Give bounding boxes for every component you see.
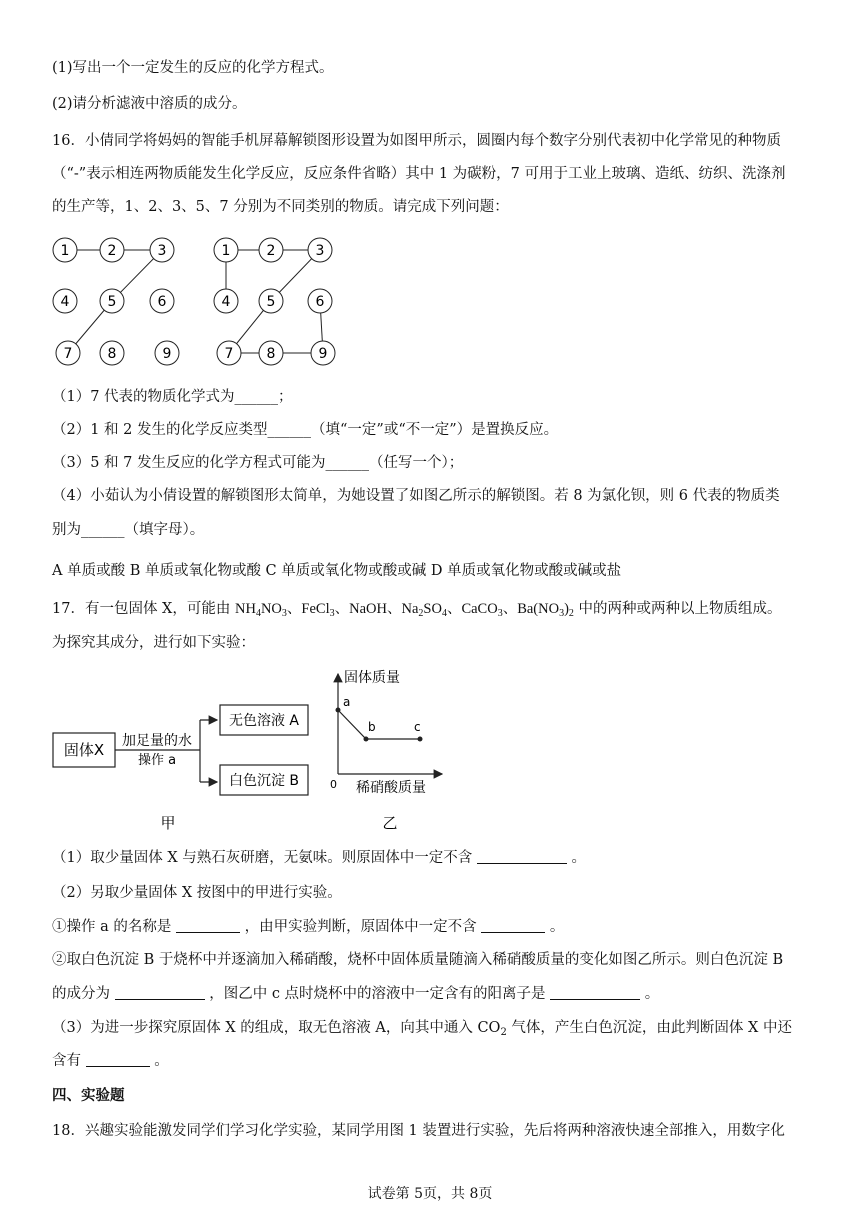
point-c-label: c [414, 720, 421, 734]
lock-left-node-label-6: 6 [157, 294, 167, 310]
diagram-jia-caption: 甲 [160, 814, 176, 832]
answer-blank-17-3[interactable] [86, 1052, 150, 1067]
question-16-options: A 单质或酸 B 单质或氧化物或酸 C 单质或氧化物或酸或碱 D 单质或氧化物或酸或碱或盐 [52, 563, 622, 579]
x-axis-label: 稀硝酸质量 [356, 780, 426, 796]
mass-curve [338, 710, 420, 739]
flow-diagram-jia [50, 694, 320, 834]
question-16-stem-line1: 16．小倩同学将妈妈的智能手机屏幕解锁图形设置为如图甲所示，圆圈内每个数字分别代表初中化学常见的种物质 [52, 133, 781, 149]
question-15-part1: (1)写出一个一定发生的反应的化学方程式。 [52, 60, 334, 76]
lock-left-node-label-7: 7 [63, 346, 73, 362]
point-c [418, 737, 423, 742]
question-17-sub2a: ①操作 a 的名称是 ，由甲实验判断，原固体中一定不含 。 [52, 919, 565, 935]
lock-pattern-diagrams [40, 228, 360, 378]
question-16-sub4-line2: 别为______（填字母）。 [52, 522, 205, 538]
lock-right-node-label-6: 6 [315, 294, 325, 310]
y-axis-label: 固体质量 [344, 670, 400, 686]
question-16-sub2: （2）1 和 2 发生的化学反应类型______（填“一定”或“不一定”）是置换反应。 [52, 422, 559, 438]
question-16-sub3: （3）5 和 7 发生反应的化学方程式可能为______（任写一个）； [52, 455, 464, 471]
lock-left-node-label-3: 3 [157, 243, 167, 259]
point-b-label: b [368, 720, 376, 734]
point-a [336, 708, 341, 713]
step-bottom-label: 操作 a [137, 753, 177, 768]
lock-right-node-label-3: 3 [315, 243, 325, 259]
answer-blank-17-1[interactable] [477, 849, 567, 864]
lock-right-node-label-7: 7 [224, 346, 234, 362]
answer-blank-17-2a-2[interactable] [481, 918, 545, 933]
lock-right-node-label-8: 8 [266, 346, 276, 362]
graph-yi-caption: 乙 [382, 814, 398, 832]
solid-x-label: 固体X [63, 741, 105, 759]
question-17-sub3-line2: 含有 。 [52, 1053, 169, 1069]
question-17-stem-line2: 为探究其成分，进行如下实验： [52, 635, 255, 651]
question-16-stem-line3: 的生产等，1、2、3、5、7 分别为不同类别的物质。请完成下列问题： [52, 199, 509, 215]
page-footer: 试卷第 5页，共 8页 [367, 1186, 493, 1202]
answer-blank-17-2a-1[interactable] [176, 918, 240, 933]
origin-label: 0 [330, 778, 337, 791]
lock-right-node-label-9: 9 [318, 346, 328, 362]
question-16-sub1: （1）7 代表的物质化学式为______； [52, 389, 293, 405]
lock-left-node-label-4: 4 [60, 294, 70, 310]
lock-right-node-label-1: 1 [221, 243, 231, 259]
step-top-label: 加足量的水 [122, 733, 192, 749]
section-4-heading: 四、实验题 [52, 1087, 125, 1104]
answer-blank-17-2c-1[interactable] [115, 985, 205, 1000]
question-16-stem-line2: （“-”表示相连两物质能发生化学反应，反应条件省略）其中 1 为碳粉，7 可用于工业上玻璃、造纸、纺织、洗涤剂 [52, 166, 786, 182]
question-17-sub2b: ②取白色沉淀 B 于烧杯中并逐滴加入稀硝酸，烧杯中固体质量随滴入稀硝酸质量的变化如图乙所示。则白色沉淀 B [52, 952, 784, 968]
question-17-stem-line1: 17．有一包固体 X，可能由 $NH_4NO_3$、FeCl$_3$、NaOH、$Na_2SO_4$、CaCO$_3$、$Ba(NO_3)_2$ 中的两种或两种以上物质组成。 [52, 601, 782, 619]
question-15-part2: (2)请分析滤液中溶质的成分。 [52, 96, 247, 112]
question-18-stem: 18．兴趣实验能激发同学们学习化学实验，某同学用图 1 装置进行实验，先后将两种溶液快速全部推入，用数字化 [52, 1123, 785, 1139]
lock-right-node-label-4: 4 [221, 294, 231, 310]
question-16-sub4-line1: （4）小茹认为小倩设置的解锁图形太简单，为她设置了如图乙所示的解锁图。若 8 为氯化钡，则 6 代表的物质类 [52, 488, 780, 504]
answer-blank-17-2c-2[interactable] [550, 985, 640, 1000]
lock-left-node-label-9: 9 [162, 346, 172, 362]
question-17-sub2: （2）另取少量固体 X 按图中的甲进行实验。 [52, 885, 342, 901]
lock-left-node-label-8: 8 [107, 346, 117, 362]
question-17-sub2c: 的成分为 ，图乙中 c 点时烧杯中的溶液中一定含有的阳离子是 。 [52, 986, 660, 1002]
point-b [364, 737, 369, 742]
formula-list: $NH_4NO_3$、FeCl$_3$、NaOH、$Na_2SO_4$、CaCO$_3$、$Ba(NO_3)_2$ [235, 601, 574, 619]
question-17-sub3-line1: （3）为进一步探究原固体 X 的组成，取无色溶液 A，向其中通入 $CO_2$ 气体，产生白色沉淀，由此判断固体 X 中还 [52, 1020, 792, 1038]
question-17-sub1: （1）取少量固体 X 与熟石灰研磨，无氨味。则原固体中一定不含 。 [52, 850, 586, 866]
lock-left-node-label-2: 2 [107, 243, 117, 259]
point-a-label: a [343, 695, 351, 709]
graph-yi [320, 664, 450, 836]
lock-left-node-label-5: 5 [107, 294, 117, 310]
solution-a-label: 无色溶液 A [228, 713, 300, 729]
lock-right-node-label-2: 2 [266, 243, 276, 259]
precipitate-b-label: 白色沉淀 B [228, 773, 300, 789]
lock-left-node-label-1: 1 [60, 243, 70, 259]
lock-right-node-label-5: 5 [266, 294, 276, 310]
